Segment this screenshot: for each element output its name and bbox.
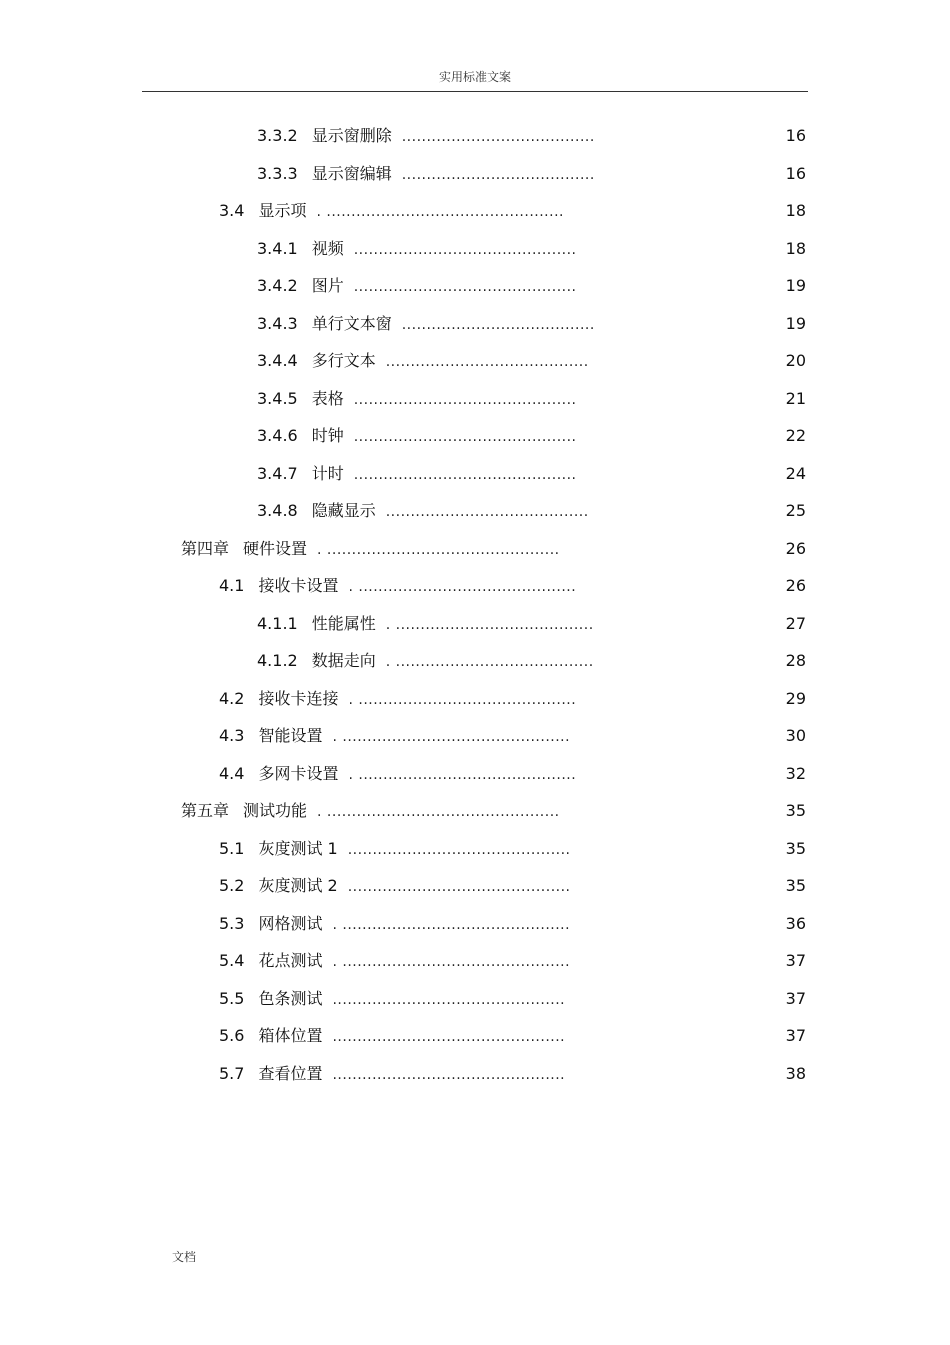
toc-entry-number: 5.1 xyxy=(219,839,245,858)
page-footer: 文档 xyxy=(172,1250,197,1264)
toc-entry-title: 计时 xyxy=(311,464,344,483)
toc-entry-number: 5.4 xyxy=(219,951,245,970)
toc-entry-number: 4.4 xyxy=(219,764,245,783)
toc-entry[interactable] xyxy=(219,874,571,898)
toc-entry-page-number: 35 xyxy=(785,839,806,858)
toc-entry-leader-dots: ............................................. xyxy=(353,429,577,445)
toc-entry-title: 视频 xyxy=(311,239,344,258)
toc-entry[interactable] xyxy=(257,462,577,486)
toc-entry-number: 3.3.3 xyxy=(257,164,298,183)
toc-entry-number: 3.4.2 xyxy=(257,276,298,295)
toc-entry-number: 4.2 xyxy=(219,689,245,708)
toc-entry-title: 灰度测试 1 xyxy=(258,839,338,858)
toc-entry-number: 3.4.8 xyxy=(257,501,298,520)
toc-entry-page-number: 35 xyxy=(785,876,806,895)
toc-entry-page-number: 18 xyxy=(785,201,806,220)
toc-entry-number: 3.4.4 xyxy=(257,351,298,370)
toc-entry[interactable] xyxy=(257,274,577,298)
toc-entry-leader-dots: . ................................................ xyxy=(316,204,564,220)
toc-entry-page-number: 25 xyxy=(785,501,806,520)
toc-entry-leader-dots: ............................................... xyxy=(332,1029,566,1045)
toc-entry-page-number: 21 xyxy=(785,389,806,408)
toc-entry-page-number: 20 xyxy=(785,351,806,370)
toc-entry[interactable] xyxy=(181,537,560,561)
header-rule xyxy=(142,91,808,92)
toc-entry-title: 箱体位置 xyxy=(258,1026,323,1045)
toc-entry-page-number: 16 xyxy=(785,164,806,183)
toc-entry-number: 4.3 xyxy=(219,726,245,745)
toc-entry-title: 测试功能 xyxy=(243,801,308,820)
toc-entry-number: 第五章 xyxy=(181,801,230,820)
toc-entry-page-number: 37 xyxy=(785,951,806,970)
toc-entry-number: 3.4.6 xyxy=(257,426,298,445)
toc-entry-title: 色条测试 xyxy=(258,989,323,1008)
toc-entry-leader-dots: . ............................................... xyxy=(317,542,560,558)
toc-entry-title: 显示项 xyxy=(258,201,307,220)
toc-entry-page-number: 37 xyxy=(785,989,806,1008)
toc-entry[interactable] xyxy=(219,574,576,598)
toc-entry[interactable] xyxy=(181,799,560,823)
toc-entry-title: 灰度测试 2 xyxy=(258,876,338,895)
toc-entry-number: 3.3.2 xyxy=(257,126,298,145)
toc-entry[interactable] xyxy=(219,1062,565,1086)
toc-entry[interactable] xyxy=(257,612,594,636)
toc-entry-title: 智能设置 xyxy=(258,726,323,745)
toc-entry-title: 硬件设置 xyxy=(243,539,308,558)
toc-entry[interactable] xyxy=(219,949,570,973)
toc-entry-title: 单行文本窗 xyxy=(311,314,392,333)
toc-entry-number: 3.4.7 xyxy=(257,464,298,483)
toc-entry-title: 显示窗编辑 xyxy=(311,164,392,183)
toc-entry-leader-dots: ............................................. xyxy=(353,279,577,295)
toc-entry-leader-dots: ............................................. xyxy=(353,392,577,408)
toc-entry-number: 5.2 xyxy=(219,876,245,895)
toc-entry-leader-dots: . ........................................ xyxy=(385,654,594,670)
toc-entry-number: 5.6 xyxy=(219,1026,245,1045)
toc-entry-leader-dots: ............................................. xyxy=(347,842,571,858)
toc-entry-page-number: 22 xyxy=(785,426,806,445)
toc-entry-leader-dots: ............................................. xyxy=(353,242,577,258)
toc-entry-number: 3.4.5 xyxy=(257,389,298,408)
toc-entry-title: 时钟 xyxy=(311,426,344,445)
toc-entry-page-number: 19 xyxy=(785,314,806,333)
toc-entry-number: 3.4.1 xyxy=(257,239,298,258)
toc-entry[interactable] xyxy=(257,387,577,411)
toc-entry-title: 多行文本 xyxy=(311,351,376,370)
toc-entry-page-number: 26 xyxy=(785,576,806,595)
toc-entry-title: 查看位置 xyxy=(258,1064,323,1083)
toc-entry-leader-dots: ............................................. xyxy=(347,879,571,895)
toc-entry-leader-dots: ......................................... xyxy=(385,354,589,370)
toc-entry-title: 显示窗删除 xyxy=(311,126,392,145)
toc-entry[interactable] xyxy=(219,724,570,748)
toc-entry[interactable] xyxy=(219,987,565,1011)
toc-entry-title: 接收卡连接 xyxy=(258,689,339,708)
toc-entry-number: 4.1.1 xyxy=(257,614,298,633)
toc-entry-leader-dots: . ............................................ xyxy=(348,767,577,783)
toc-entry[interactable] xyxy=(219,199,564,223)
toc-entry[interactable] xyxy=(219,837,571,861)
toc-entry-leader-dots: ............................................. xyxy=(353,467,577,483)
toc-entry-page-number: 30 xyxy=(785,726,806,745)
toc-entry-leader-dots: ............................................... xyxy=(332,1067,566,1083)
toc-entry-leader-dots: . ............................................ xyxy=(348,579,577,595)
toc-entry-number: 3.4.3 xyxy=(257,314,298,333)
toc-entry[interactable] xyxy=(257,424,577,448)
toc-entry[interactable] xyxy=(219,687,576,711)
toc-entry[interactable] xyxy=(219,912,570,936)
toc-entry-page-number: 18 xyxy=(785,239,806,258)
toc-entry-title: 图片 xyxy=(311,276,344,295)
toc-entry-page-number: 26 xyxy=(785,539,806,558)
toc-entry-page-number: 24 xyxy=(785,464,806,483)
toc-entry-number: 5.5 xyxy=(219,989,245,1008)
toc-entry[interactable] xyxy=(257,499,589,523)
toc-entry-number: 4.1 xyxy=(219,576,245,595)
toc-entry-page-number: 32 xyxy=(785,764,806,783)
toc-entry-leader-dots: . .............................................. xyxy=(332,917,571,933)
toc-entry-title: 接收卡设置 xyxy=(258,576,339,595)
toc-entry-leader-dots: ....................................... xyxy=(401,167,595,183)
toc-entry-leader-dots: . ........................................ xyxy=(385,617,594,633)
toc-entry-page-number: 19 xyxy=(785,276,806,295)
toc-entry-title: 网格测试 xyxy=(258,914,323,933)
toc-entry-leader-dots: ......................................... xyxy=(385,504,589,520)
toc-entry-number: 3.4 xyxy=(219,201,245,220)
toc-entry-leader-dots: ............................................... xyxy=(332,992,566,1008)
toc-entry-number: 5.7 xyxy=(219,1064,245,1083)
page-header: 实用标准文案 xyxy=(438,70,511,84)
toc-entry-leader-dots: ....................................... xyxy=(401,317,595,333)
toc-entry-page-number: 16 xyxy=(785,126,806,145)
toc-entry[interactable] xyxy=(219,1024,565,1048)
toc-entry-leader-dots: ....................................... xyxy=(401,129,595,145)
toc-entry-number: 4.1.2 xyxy=(257,651,298,670)
toc-entry-page-number: 27 xyxy=(785,614,806,633)
toc-entry-title: 隐藏显示 xyxy=(311,501,376,520)
toc-entry-page-number: 35 xyxy=(785,801,806,820)
toc-entry[interactable] xyxy=(257,162,595,186)
toc-entry-page-number: 37 xyxy=(785,1026,806,1045)
toc-entry[interactable] xyxy=(257,649,594,673)
toc-entry-page-number: 29 xyxy=(785,689,806,708)
toc-entry-title: 性能属性 xyxy=(311,614,376,633)
toc-entry-title: 多网卡设置 xyxy=(258,764,339,783)
toc-entry[interactable] xyxy=(257,349,589,373)
toc-entry[interactable] xyxy=(257,124,595,148)
toc-entry-leader-dots: . ............................................... xyxy=(317,804,560,820)
toc-entry-page-number: 28 xyxy=(785,651,806,670)
toc-entry-leader-dots: . .............................................. xyxy=(332,954,571,970)
toc-entry[interactable] xyxy=(219,762,576,786)
toc-entry-page-number: 38 xyxy=(785,1064,806,1083)
toc-entry-title: 表格 xyxy=(311,389,344,408)
toc-entry-title: 数据走向 xyxy=(311,651,376,670)
toc-entry[interactable] xyxy=(257,312,595,336)
toc-entry-leader-dots: . .............................................. xyxy=(332,729,571,745)
toc-entry[interactable] xyxy=(257,237,577,261)
toc-entry-number: 5.3 xyxy=(219,914,245,933)
toc-entry-leader-dots: . ............................................ xyxy=(348,692,577,708)
toc-entry-page-number: 36 xyxy=(785,914,806,933)
toc-entry-number: 第四章 xyxy=(181,539,230,558)
toc-entry-title: 花点测试 xyxy=(258,951,323,970)
